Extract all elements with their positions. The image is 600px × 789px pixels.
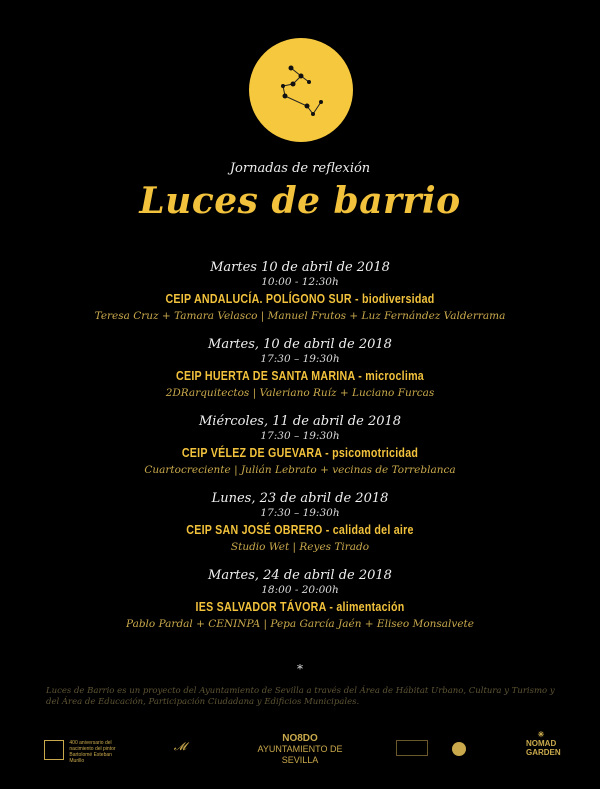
- event-time: 10:00 - 12:30h: [261, 276, 339, 288]
- event-date: Martes, 10 de abril de 2018: [208, 337, 392, 352]
- pablo-olavide-icon: [452, 742, 466, 756]
- venue-name: CEIP HUERTA DE SANTA MARINA: [176, 368, 356, 383]
- separator: *: [297, 662, 303, 676]
- event-block: [0, 414, 600, 478]
- event-date: Martes, 24 de abril de 2018: [208, 568, 392, 583]
- event-time: 17:30 – 19:30h: [260, 507, 340, 519]
- event-participants: 2DRarquitectos | Valeriano Ruíz + Luciano Furcas: [165, 387, 435, 399]
- ayuntamiento-logo: NO8DO AYUNTAMIENTO DE SEVILLA: [257, 733, 343, 765]
- event-topic: - calidad del aire: [325, 522, 414, 537]
- event-participants: Cuartocreciente | Julián Lebrato + vecinas de Torreblanca: [144, 464, 456, 476]
- murillo-signature-logo: 𝓜: [173, 740, 187, 753]
- dandelion-icon: ✳: [537, 730, 545, 739]
- andalucia-icon: [432, 742, 448, 756]
- event-venue: [54, 366, 546, 385]
- constellation-icon: [249, 38, 353, 142]
- event-venue: [54, 289, 546, 308]
- unesco-murillo-logo: 400 aniversario del nacimiento del pintor Bartolomé Esteban Murillo: [44, 740, 134, 764]
- event-participants: Pablo Pardal + CENINPA | Pepa García Jaén + Eliseo Monsalvete: [125, 618, 474, 630]
- event-topic: - biodiversidad: [355, 291, 435, 306]
- venue-name: CEIP ANDALUCÍA. POLÍGONO SUR: [165, 291, 352, 306]
- venue-name: IES SALVADOR TÁVORA: [195, 599, 327, 614]
- credits-text: Luces de Barrio es un proyecto del Ayuntamiento de Sevilla a través del Área de Hábitat Urbano, Cultura y Turismo y del Área de Educación, Participación Ciudadana y Edificios Municipales.: [46, 686, 555, 707]
- subtitle: Jornadas de reflexión: [229, 161, 371, 176]
- constellation-logo: [249, 38, 353, 142]
- unesco-icon: [44, 740, 64, 760]
- page-title: Luces de barrio: [139, 180, 461, 222]
- event-participants: Teresa Cruz + Tamara Velasco | Manuel Frutos + Luz Fernández Valderrama: [94, 310, 506, 322]
- event-topic: - microclima: [358, 368, 424, 383]
- event-venue: [54, 520, 546, 539]
- event-topic: - psicomotricidad: [325, 445, 419, 460]
- nomad-garden-logo: ✳ NOMAD GARDEN: [526, 730, 561, 757]
- event-block: [0, 260, 600, 324]
- event-venue: [54, 597, 546, 616]
- event-date: Lunes, 23 de abril de 2018: [211, 491, 389, 506]
- event-topic: - alimentación: [329, 599, 405, 614]
- event-venue: [54, 443, 546, 462]
- venue-name: CEIP SAN JOSÉ OBRERO: [186, 522, 323, 537]
- spain-government-icon: [396, 740, 428, 756]
- venue-name: CEIP VÉLEZ DE GUEVARA: [181, 445, 322, 460]
- event-participants: Studio Wet | Reyes Tirado: [230, 541, 370, 553]
- event-block: [0, 491, 600, 555]
- event-date: Martes 10 de abril de 2018: [210, 260, 390, 275]
- event-time: 18:00 - 20:00h: [261, 584, 339, 596]
- event-time: 17:30 – 19:30h: [260, 353, 340, 365]
- event-block: [0, 568, 600, 632]
- government-logos: [376, 740, 486, 756]
- event-time: 17:30 – 19:30h: [260, 430, 340, 442]
- event-date: Miércoles, 11 de abril de 2018: [198, 414, 402, 429]
- event-block: [0, 337, 600, 401]
